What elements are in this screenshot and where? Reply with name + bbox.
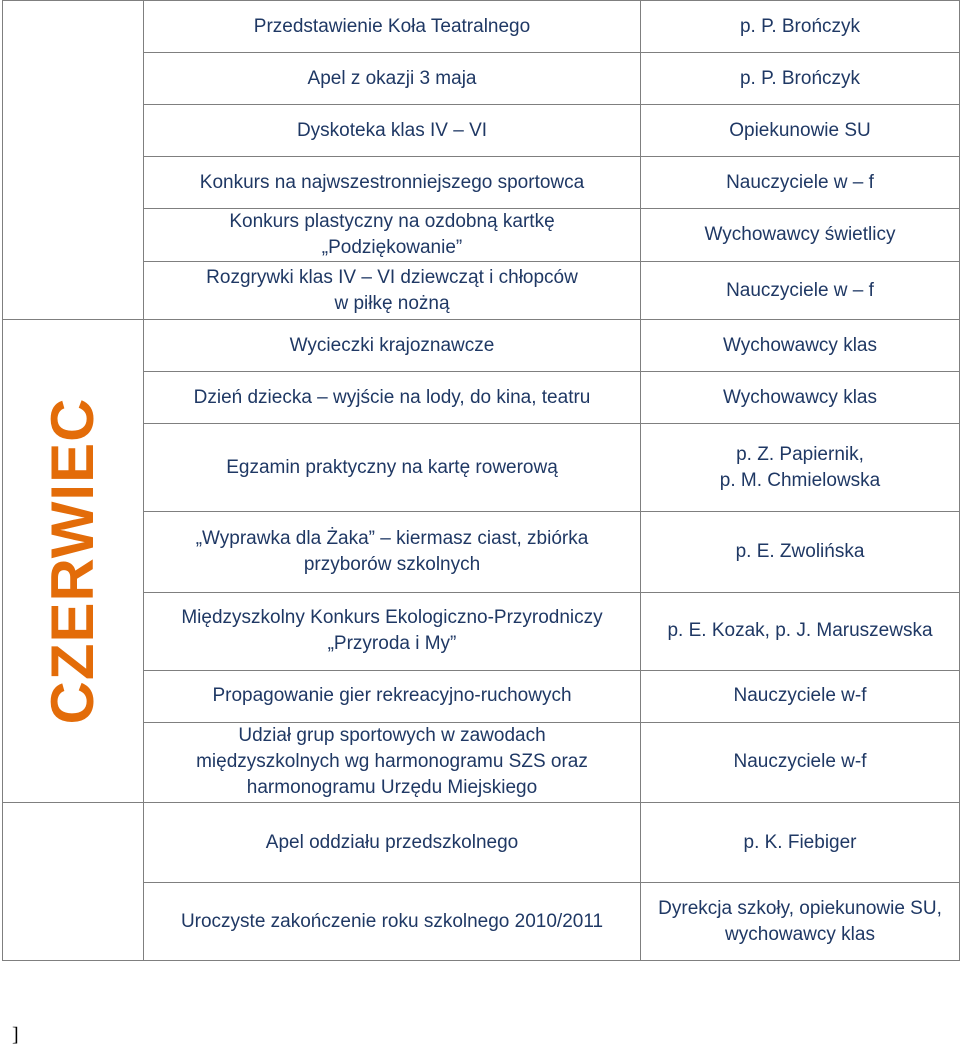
event-cell — [144, 722, 641, 802]
month-label: CZERWIEC — [39, 397, 106, 725]
event-cell — [144, 53, 641, 105]
responsible-cell — [641, 592, 960, 670]
event-text: Dzień dziecka – wyjście na lody, do kina, teatru — [193, 386, 591, 408]
event-cell — [144, 157, 641, 209]
month-cell — [3, 320, 144, 803]
responsible-text: Wychowawcy klas — [723, 386, 877, 408]
responsible-cell — [641, 1, 960, 53]
responsible-cell — [641, 320, 960, 372]
responsible-cell — [641, 105, 960, 157]
responsible-cell — [641, 722, 960, 802]
event-text: Dyskoteka klas IV – VI — [296, 119, 488, 141]
responsible-text: p. M. Chmielowska — [719, 469, 881, 491]
table-row — [3, 157, 960, 209]
month-cell-empty — [3, 803, 144, 961]
responsible-text: p. E. Zwolińska — [735, 540, 865, 562]
event-cell — [144, 424, 641, 512]
table-row — [3, 105, 960, 157]
event-text: Udział grup sportowych w zawodach — [238, 725, 546, 747]
event-cell — [144, 105, 641, 157]
event-text: harmonogramu Urzędu Miejskiego — [246, 777, 538, 799]
event-cell — [144, 803, 641, 883]
table-row — [3, 320, 960, 372]
event-text: Konkurs plastyczny na ozdobną kartkę — [229, 211, 555, 232]
event-text: Propagowanie gier rekreacyjno-ruchowych — [212, 685, 572, 707]
event-text: Egzamin praktyczny na kartę rowerową — [226, 456, 558, 478]
table-row — [3, 209, 960, 262]
event-cell — [144, 209, 641, 262]
table-row — [3, 512, 960, 592]
responsible-cell — [641, 512, 960, 592]
responsible-cell — [641, 372, 960, 424]
responsible-text: Nauczyciele w – f — [726, 279, 874, 301]
responsible-text: Wychowawcy klas — [723, 334, 877, 356]
footer-bracket-mark: ] — [12, 1024, 19, 1046]
event-text: przyborów szkolnych — [303, 553, 481, 575]
responsible-text: wychowawcy klas — [725, 923, 875, 945]
event-text: „Przyroda i My” — [327, 633, 457, 655]
responsible-text: p. E. Kozak, p. J. Maruszewska — [667, 620, 933, 642]
event-text: Konkurs na najwszestronniejszego sportowca — [199, 171, 585, 193]
event-text: Międzyszkolny Konkurs Ekologiczno-Przyrodniczy — [181, 607, 603, 629]
responsible-text: Nauczyciele w-f — [733, 685, 867, 707]
table-row — [3, 722, 960, 802]
responsible-cell — [641, 670, 960, 722]
event-cell — [144, 1, 641, 53]
event-text: Przedstawienie Koła Teatralnego — [253, 15, 531, 37]
event-text: Apel oddziału przedszkolnego — [265, 831, 519, 853]
responsible-text: p. K. Fiebiger — [743, 831, 857, 853]
schedule-table — [2, 0, 960, 961]
event-cell — [144, 670, 641, 722]
event-cell — [144, 372, 641, 424]
event-cell — [144, 883, 641, 961]
responsible-cell — [641, 262, 960, 320]
responsible-text: Dyrekcja szkoły, opiekunowie SU, — [658, 897, 942, 919]
event-text: Apel z okazji 3 maja — [307, 67, 477, 89]
table-row — [3, 53, 960, 105]
event-cell — [144, 512, 641, 592]
responsible-text: Wychowawcy świetlicy — [704, 224, 896, 245]
table-row — [3, 262, 960, 320]
table-row — [3, 883, 960, 961]
event-text: Wycieczki krajoznawcze — [289, 334, 495, 356]
table-row — [3, 372, 960, 424]
responsible-text: p. P. Brończyk — [739, 15, 861, 37]
event-cell — [144, 262, 641, 320]
table-row — [3, 670, 960, 722]
table-row — [3, 592, 960, 670]
table-row — [3, 803, 960, 883]
schedule-body — [3, 1, 960, 961]
event-text: „Podziękowanie” — [321, 237, 463, 258]
responsible-cell — [641, 424, 960, 512]
table-row — [3, 424, 960, 512]
responsible-cell — [641, 883, 960, 961]
table-row — [3, 1, 960, 53]
responsible-cell — [641, 157, 960, 209]
event-text: „Wyprawka dla Żaka” – kiermasz ciast, zbiórka — [195, 527, 589, 549]
responsible-text: p. P. Brończyk — [739, 67, 861, 89]
responsible-text: Nauczyciele w-f — [733, 751, 867, 773]
month-cell-empty — [3, 1, 144, 320]
event-text: Rozgrywki klas IV – VI dziewcząt i chłopców — [206, 266, 578, 288]
responsible-text: Opiekunowie SU — [729, 119, 871, 141]
event-text: w piłkę nożną — [334, 292, 450, 314]
responsible-cell — [641, 53, 960, 105]
event-text: Uroczyste zakończenie roku szkolnego 2010/2011 — [180, 910, 604, 932]
event-cell — [144, 320, 641, 372]
event-cell — [144, 592, 641, 670]
event-text: międzyszkolnych wg harmonogramu SZS oraz — [196, 751, 588, 773]
responsible-cell — [641, 209, 960, 262]
responsible-cell — [641, 803, 960, 883]
responsible-text: p. Z. Papiernik, — [736, 443, 864, 465]
responsible-text: Nauczyciele w – f — [726, 171, 874, 193]
